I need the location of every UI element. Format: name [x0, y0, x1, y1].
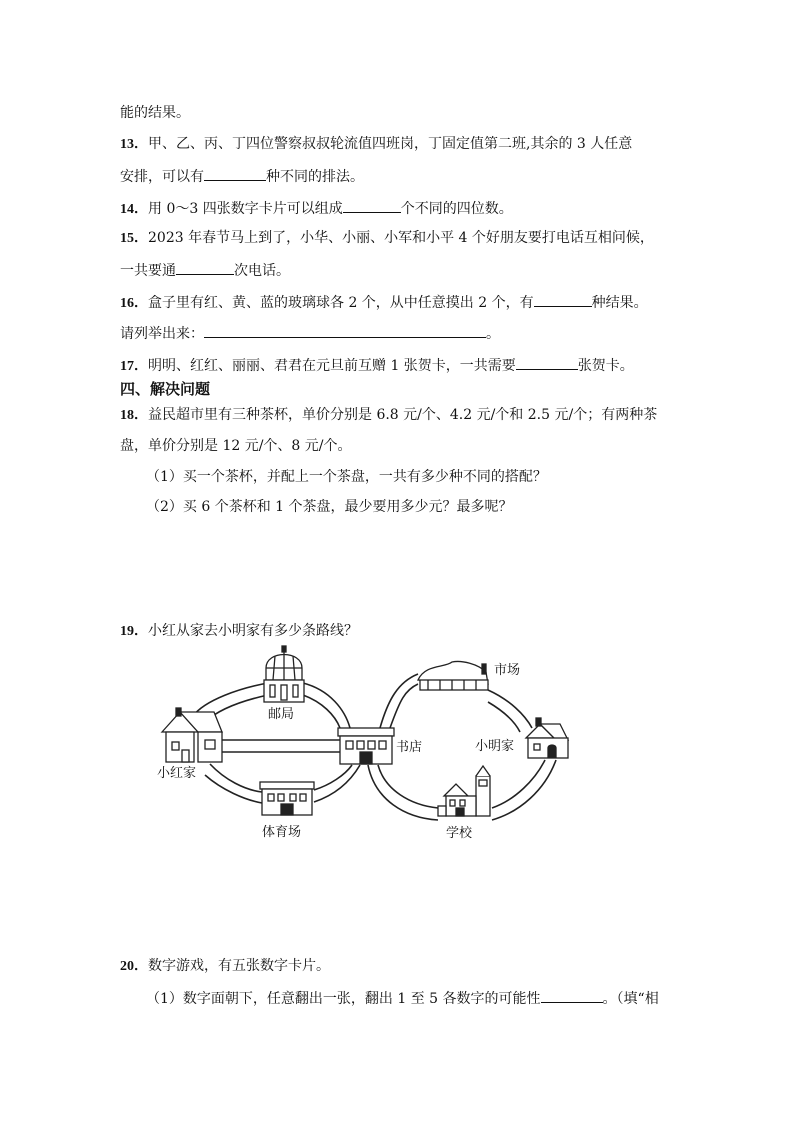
question-number: 14．: [120, 202, 148, 217]
question-text: 种结果。: [591, 295, 648, 311]
road-market-home: [488, 690, 532, 728]
question-text: 甲、乙、丙、丁四位警察叔叔轮流值四班岗，丁固定值第二班,其余的 3 人任意: [148, 136, 633, 152]
label-xiaohong-home: 小红家: [157, 766, 197, 781]
question-number: 17．: [120, 359, 148, 374]
road-stadium-bookstore: [314, 765, 352, 790]
road-home-stadium-edge: [205, 775, 262, 803]
question-number: 15．: [120, 231, 148, 246]
question-text: 益民超市里有三种茶杯，单价分别是 6.8 元/个、4.2 元/个和 2.5 元/个；有两种茶: [148, 407, 658, 423]
text: 能的结果。: [120, 105, 190, 121]
road-home-post: [193, 683, 268, 716]
question-text: 安排，可以有: [120, 169, 204, 185]
question-text: 2023 年春节马上到了，小华、小丽、小军和小平 4 个好朋友要打电话互相问候，: [148, 230, 654, 246]
question-text: 一共要通: [120, 263, 176, 279]
question-text: 张贺卡。: [577, 358, 634, 374]
label-market: 市场: [494, 663, 521, 678]
road-school-home: [492, 760, 545, 808]
road-bookstore-market: [390, 684, 418, 728]
section-heading: 四、解决问题: [120, 380, 211, 398]
road-home-stadium: [210, 764, 262, 792]
market-icon: [418, 661, 488, 690]
road-bookstore-school-edge: [368, 765, 438, 820]
house-icon: [526, 718, 568, 758]
question-text: 小红从家去小明家有多少条路线？: [148, 623, 358, 639]
question-text: （2）买 6 个茶杯和 1 个茶盘，最少要用多少元？最多呢？: [146, 499, 513, 515]
label-school: 学校: [446, 826, 473, 841]
stadium-icon: [260, 782, 314, 815]
label-bookstore: 书店: [396, 740, 423, 755]
school-icon: [438, 766, 490, 816]
answer-blank[interactable]: [541, 986, 603, 1003]
road-post-bookstore: [303, 683, 350, 728]
question-number: 18．: [120, 408, 148, 423]
post-office-icon: [264, 646, 304, 702]
question-text: 盒子里有红、黄、蓝的玻璃球各 2 个，从中任意摸出 2 个，有: [148, 295, 534, 311]
question-text: 数字游戏，有五张数字卡片。: [148, 958, 330, 974]
question-text: 。（填“相: [602, 991, 659, 1007]
question-text: 。: [486, 326, 500, 342]
question-number: 13．: [120, 137, 148, 152]
bookstore-icon: [338, 728, 394, 764]
label-post-office: 邮局: [268, 707, 295, 722]
question-number: 19．: [120, 624, 148, 639]
question-text: 请列举出来：: [120, 326, 204, 342]
question-20: [120, 956, 330, 977]
question-text: 个不同的四位数。: [400, 201, 513, 217]
road-bookstore-school: [378, 765, 438, 808]
question-text: 盘，单价分别是 12 元/个、8 元/个。: [120, 438, 352, 454]
label-stadium: 体育场: [262, 825, 302, 840]
road-school-home-edge: [492, 760, 556, 820]
house-icon: [162, 708, 222, 762]
question-text: 次电话。: [234, 263, 290, 279]
question-number: 20．: [120, 959, 148, 974]
question-text: （1）买一个茶杯，并配上一个茶盘，一共有多少种不同的搭配？: [146, 469, 547, 485]
question-number: 16．: [120, 296, 148, 311]
question-text: 种不同的排法。: [266, 169, 364, 185]
label-xiaoming-home: 小明家: [475, 739, 515, 754]
question-text: 用 0～3 四张数字卡片可以组成: [148, 201, 343, 217]
question-text: 明明、红红、丽丽、君君在元旦前互赠 1 张贺卡，一共需要: [148, 358, 516, 374]
road-stadium-bookstore-edge: [314, 765, 360, 802]
question-20-part-1: [146, 986, 659, 1009]
question-text: （1）数字面朝下，任意翻出一张，翻出 1 至 5 各数字的可能性: [146, 991, 541, 1007]
road-bookstore-market-edge: [380, 674, 418, 728]
